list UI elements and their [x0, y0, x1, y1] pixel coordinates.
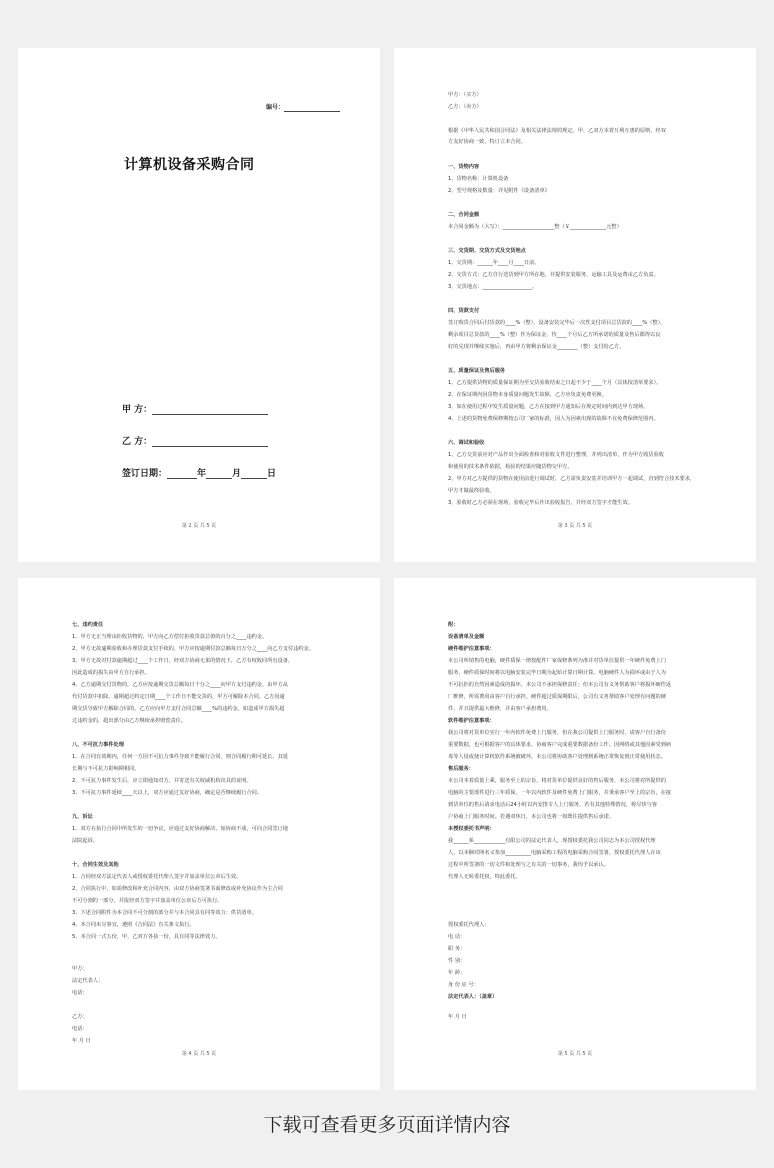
section-heading: 六、调试和验收	[448, 440, 485, 446]
body-line: 4、本合同未尽事宜，遵照《合同法》有关条文执行。	[72, 922, 195, 928]
body-line: 件，并且提供最大维修，并由客户承担费用。	[448, 706, 552, 712]
body-line: 我______系____________有限公司的法定代表人，现授权委托我公司同志为本公司授权代理	[448, 838, 656, 844]
contract-page-4	[18, 578, 380, 1090]
body-line: 剩余项目总货款的____%（整）作为保证金，待____个月后乙方所承诺的质量及售后都得以良	[448, 332, 661, 338]
body-line: 法院起诉。	[72, 838, 98, 844]
body-line: 4、上述的货物免费保修期按公司厂家的标准，因人为因素出现的故障不在免费保修范围内。	[448, 416, 659, 422]
section-heading: 硬件维护注意事项：	[448, 646, 495, 652]
body-line: 根据《中华人民共和国合同法》及相关法律法规的规定，甲、乙双方本着互利互惠的原则，经双	[448, 128, 666, 134]
body-line: 职 务：	[448, 946, 466, 952]
section-heading: 八、不可抗力事件处理	[72, 742, 124, 748]
body-line: 毒等人侵或使计算机软件系统被破坏，本公司将协助客户处理到系统正常恢复到正常使用状态。	[448, 754, 666, 760]
section-heading: 附：	[448, 622, 459, 628]
party-b-line	[152, 446, 268, 447]
section-heading: 三、交货期、交货方式及交货地点	[448, 248, 526, 254]
body-line: 年 龄：	[448, 970, 466, 976]
contract-number-line	[284, 111, 340, 112]
section-heading: 售后服务：	[448, 766, 474, 772]
body-line: 4、乙方逾期交付货物的，乙方应按逾期交货总额每日千分之____向甲方支付违约金，由甲方从	[72, 682, 288, 688]
contract-number	[266, 104, 340, 112]
page-footer: 第 5 页 共 5 页	[557, 1051, 593, 1057]
page-footer: 第 2 页 共 5 页	[181, 523, 217, 529]
body-line: 2、在保证期内因货物本身质量问题发生故障，乙方应负责免费更换。	[448, 392, 607, 398]
body-line: 年 月 日	[72, 1038, 91, 1044]
section-heading: 本授权委托书声明：	[448, 826, 495, 832]
page-footer: 第 4 页 共 5 页	[181, 1051, 217, 1057]
body-line: 乙方：（卖方）	[448, 104, 482, 110]
body-line: 性 别：	[448, 958, 466, 964]
body-line: 我公司将对货单位实行一年内软件免费上门服务，但在我公司提供上门服务时，请客户自行备份	[448, 730, 666, 736]
month-line	[206, 478, 232, 479]
body-line: 方友好协商一致，特订立本合同。	[448, 139, 526, 145]
body-line: 3、如在使用过程中发生质量问题，乙方在接到甲方通知后在规定时间内到达甲方现场。	[448, 404, 649, 410]
body-line: 电话：	[72, 1026, 88, 1032]
section-heading: 七、违约责任	[72, 622, 104, 628]
body-line: 电话：	[72, 990, 88, 996]
body-line: 不可分割的一部分，并报经双方签字并加盖单位公章后方可执行。	[72, 898, 223, 904]
body-line: 甲方：	[72, 966, 88, 972]
body-line: 年 月 日	[448, 1014, 467, 1020]
section-heading: 一、货物内容	[448, 164, 480, 170]
party-a-label: 甲 方：	[122, 405, 153, 415]
body-line: 3、下述合同附件为本合同不可分割的部分并与本合同具有同等效力：供货清单。	[72, 910, 257, 916]
sign-date-label: 签订日期：	[122, 469, 168, 479]
body-line: 2、甲方对乙方提供的货物在使用前进行调试时，乙方需负责安装并培训甲方一起调试，直到符合技术要求，	[448, 476, 696, 482]
body-line: 本公司所销售的电脑，硬件质保一律按配件厂家保修条列为准并对货单位提供一年硬件免费上门	[448, 658, 666, 664]
body-line: 2、甲方无故逾期验收和办理货款支付手续的，甲方应按逾期付款总额每日万分之____向乙方支付违约金。	[72, 646, 314, 652]
body-line: 2、交货方式：乙方自行送货到甲方所在地，并提供安装服务，运输工具及运费由乙方负责。	[448, 272, 659, 278]
body-line: 厂维修，所需费用由客户自行承担。硬件超过质保期限后，公司有义务帮助客户处理有问题的硬	[448, 694, 666, 700]
page-footer: 第 3 页 共 5 页	[557, 523, 593, 529]
month-label: 月	[232, 469, 242, 479]
body-line: 不可抗拒的自然因素造成的损坏，本公司不承担保修责任；但本公司有义务帮助客户将损坏硬件返	[448, 682, 672, 688]
body-line: 服务，硬件质保时间将以电脑安装完毕日期为起始计算日期计算。电脑硬件人为损坏或由于人为	[448, 670, 666, 676]
body-line: 本公司本着质量上乘，服务至上的宗旨，将对货单位提供良好的售后服务，本公司将对所提供的	[448, 778, 666, 784]
body-line: 法定代表人：	[72, 978, 104, 984]
body-line: 2、合同执行中，如需修改和补充合同内容，由双方协商签署书面修改或补充协议作为主合同	[72, 886, 283, 892]
body-line: 期交货导致甲方解除合同的，乙方应向甲方支付合同总额____%的违约金，如造成甲方损失超	[72, 706, 285, 712]
body-line: 3、交货地点：___________________。	[448, 284, 537, 290]
section-heading: 十、合同生效及其他	[72, 862, 119, 868]
body-line: 3、甲方无故对付款逾期超过____个工作日，经双方协商无果的情况下，乙方有权收回所有设备，	[72, 658, 294, 664]
party-a-signature	[122, 402, 268, 415]
body-line: 甲方才做最终验收。	[448, 488, 495, 494]
party-b-label: 乙 方：	[122, 437, 153, 447]
contract-number-label: 编号：	[266, 104, 285, 111]
body-line: 3、不可抗力事件延续____天以上，双方应通过友好协商，确定是否继续履行合同。	[72, 790, 263, 796]
contract-cover-page	[18, 48, 380, 562]
body-line: 1、甲方无正当理由拒收货物的，甲方向乙方偿付拒收货款总值的百分之____违约金。	[72, 634, 268, 640]
day-label: 日	[267, 469, 277, 479]
body-line: 1、在合同有效期内，任何一方因不可抗力事件导致不能履行合同，则合同履行期可延长，其延	[72, 754, 288, 760]
body-line: 过程中所签署的一切文件和处理与之有关的一切事务，我均予以承认。	[448, 862, 609, 868]
body-line: 1、合同经双方法定代表人或授权委托代理人签字并加盖单位公章后生效。	[72, 874, 242, 880]
body-line: 代理人无转委托权，特此委托。	[448, 874, 521, 880]
body-line: 电脑的主要部件进行三年质保，一年以内软件及硬件免费上门服务，并秉承客户至上的宗旨，在接	[448, 790, 672, 796]
section-heading: 设备清单及金额	[448, 634, 485, 640]
party-a-line	[152, 414, 268, 415]
body-line: 授权委托代理人：	[448, 922, 490, 928]
section-heading: 九、诉讼	[72, 814, 93, 820]
body-line: 1、乙方提供货物的质量保证期为至交货验收结束之日起不少于____个月（具体按清单要求）。	[448, 380, 662, 386]
section-heading: 法定代表人：（盖章）	[448, 994, 498, 1000]
body-line: 和使用的技术条件依据，检验的结果应随货物交甲方。	[448, 464, 573, 470]
body-line: 甲方：（买方）	[448, 92, 482, 98]
body-line: 重要数据，也可根据客户的具体要求，协商客户完成重要数据备份工作。因网络或其他因素受到病	[448, 742, 672, 748]
body-line: 过违约金的，超出部分由乙方继续承担赔偿责任。	[72, 718, 187, 724]
body-line: 5、本合同一式五份，甲、乙双方各执一份，具有同等法律效力。	[72, 934, 221, 940]
body-line: 签订购货合同后付货款的____%（整），设备安装完毕后一次性支付项目总货款的____%（整），	[448, 320, 666, 326]
party-b-signature	[122, 434, 268, 447]
section-heading: 四、货款支付	[448, 308, 480, 314]
document-title: 计算机设备采购合同	[124, 157, 255, 173]
body-line: 长期与不可抗力影响期相同。	[72, 766, 140, 772]
body-line: 1、乙方交货前应对产品作出全面检查和对验收文件进行整理，并列出清单，作为甲方收货验收	[448, 452, 664, 458]
day-line	[241, 478, 267, 479]
body-line: 1、双方在执行合同中所发生的一切争议，应通过友好协商解决，如协商不成，可向合同签订地	[72, 826, 288, 832]
sign-date	[122, 466, 276, 479]
body-line: 1、交货期：______年____月____日前。	[448, 260, 540, 266]
body-line: 1、货物名称：计算机设备	[448, 176, 509, 182]
section-heading: 软件维护注意事项：	[448, 718, 495, 724]
body-line: 人，以本捆对网名义参加__________电脑采购工程的电脑采购合同签署，授权委托代理人在该	[448, 850, 661, 856]
body-line: 代付货款中扣除。逾期超过约定日期____个工作日不能交货的，甲方可解除本合同。乙方因逾	[72, 694, 285, 700]
body-line: 身 份 证 号：	[448, 982, 479, 988]
body-line: 好的兑现并继续实施后，再由甲方将剩余保证金________（整）支付给乙方。	[448, 344, 625, 350]
body-line: 户协商上门服务时间。若遇双休日，本公司也将一如既往提供售后承诺。	[448, 814, 615, 820]
body-line: 电 话：	[448, 934, 466, 940]
body-line: 2、型号规格及数量：详见附件《设备清单》	[448, 188, 550, 194]
body-line: 到货单位的售后请求电话后24小时以内安排专人上门服务，若有其他特殊情况，将尽快与客	[448, 802, 657, 808]
section-heading: 二、合同金额	[448, 212, 480, 218]
year-label: 年	[197, 469, 207, 479]
body-line: 因此造成的损失由甲方自行承担。	[72, 670, 150, 676]
contract-page-5	[394, 578, 756, 1090]
body-line: 2、不可抗力事件发生后，应立即通知对方，并寄送有关权威机构出具的证明。	[72, 778, 252, 784]
year-line	[167, 478, 197, 479]
section-heading: 五、质量保证及售后服务	[448, 368, 506, 374]
contract-page-3	[394, 48, 756, 562]
body-line: 本合同金额为（大写）：____________________整（￥______________元整）	[448, 224, 622, 230]
body-line: 3、验收时乙方必须在现场，验收完毕后作出验收报告，并经双方签字才能生效。	[448, 500, 633, 506]
body-line: 乙方：	[72, 1014, 88, 1020]
download-caption: 下载可查看更多页面详情内容	[263, 1114, 511, 1136]
